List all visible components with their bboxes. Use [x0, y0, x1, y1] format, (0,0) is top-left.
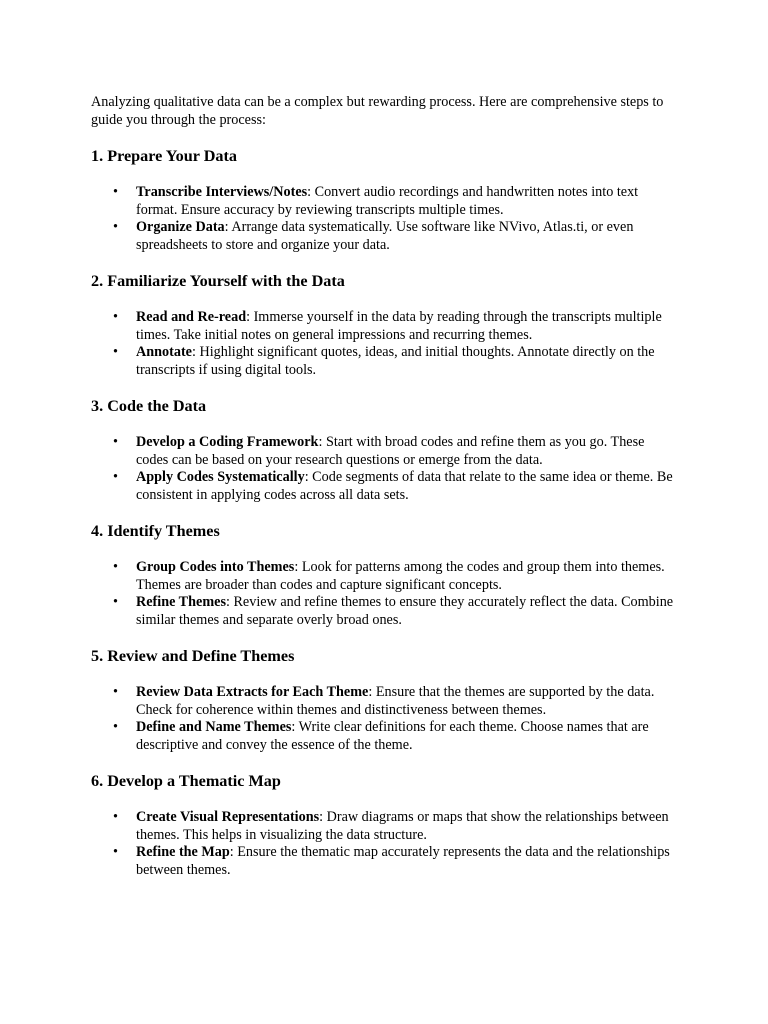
section-heading: 6. Develop a Thematic Map — [91, 772, 281, 790]
section-heading: 5. Review and Define Themes — [91, 647, 295, 665]
bullet-list — [91, 309, 678, 379]
list-item — [91, 469, 678, 504]
section — [91, 772, 678, 879]
bullet-list — [91, 184, 678, 254]
bullet-icon: • — [113, 469, 118, 485]
bullet-term: Refine the Map — [136, 844, 230, 860]
bullet-text: : Review and refine themes to ensure they accurately reflect the data. Combine similar themes and separate overly broad ones. — [136, 594, 674, 628]
bullet-icon: • — [113, 809, 118, 825]
list-item — [91, 719, 678, 754]
bullet-term: Organize Data — [136, 219, 225, 235]
bullet-icon: • — [113, 219, 118, 235]
bullet-text: : Start with broad codes and refine them as you go. These codes can be based on your research questions or emerge from the data. — [136, 434, 645, 468]
list-item — [91, 434, 678, 469]
bullet-term: Develop a Coding Framework — [136, 434, 319, 450]
bullet-icon: • — [113, 344, 118, 360]
bullet-icon: • — [113, 594, 118, 610]
section — [91, 647, 678, 754]
bullet-list — [91, 684, 678, 754]
sections-container — [91, 147, 678, 879]
bullet-term: Annotate — [136, 344, 192, 360]
intro-paragraph: Analyzing qualitative data can be a complex but rewarding process. Here are comprehensive steps to guide you through the process: — [91, 94, 664, 128]
bullet-icon: • — [113, 684, 118, 700]
bullet-text: : Write clear definitions for each theme. Choose names that are descriptive and convey the essence of the theme. — [136, 719, 649, 753]
list-item — [91, 559, 678, 594]
bullet-list — [91, 559, 678, 629]
bullet-text: : Code segments of data that relate to the same idea or theme. Be consistent in applying codes across all data sets. — [136, 469, 673, 503]
bullet-text: : Draw diagrams or maps that show the relationships between themes. This helps in visualizing the data structure. — [136, 809, 669, 843]
section — [91, 147, 678, 254]
section-heading: 1. Prepare Your Data — [91, 147, 237, 165]
list-item — [91, 184, 678, 219]
bullet-icon: • — [113, 309, 118, 325]
section — [91, 397, 678, 504]
bullet-text: : Convert audio recordings and handwritten notes into text format. Ensure accuracy by reviewing transcripts multiple times. — [136, 184, 639, 218]
bullet-term: Create Visual Representations — [136, 809, 320, 825]
bullet-term: Transcribe Interviews/Notes — [136, 184, 308, 200]
bullet-term: Group Codes into Themes — [136, 559, 295, 575]
list-item — [91, 594, 678, 629]
bullet-text: : Ensure that the themes are supported by the data. Check for coherence within themes and distinctiveness between themes. — [136, 684, 655, 718]
bullet-text: : Arrange data systematically. Use software like NVivo, Atlas.ti, or even spreadsheets to store and organize your data. — [136, 219, 634, 253]
bullet-text: : Look for patterns among the codes and group them into themes. Themes are broader than codes and capture significant concepts. — [136, 559, 665, 593]
list-item — [91, 809, 678, 844]
bullet-list — [91, 809, 678, 879]
section — [91, 272, 678, 379]
bullet-term: Apply Codes Systematically — [136, 469, 305, 485]
bullet-term: Define and Name Themes — [136, 719, 292, 735]
bullet-text: : Immerse yourself in the data by reading through the transcripts multiple times. Take initial notes on general impressions and recurring themes. — [136, 309, 662, 343]
section — [91, 522, 678, 629]
bullet-icon: • — [113, 719, 118, 735]
bullet-text: : Ensure the thematic map accurately represents the data and the relationships between themes. — [136, 844, 670, 878]
section-heading: 2. Familiarize Yourself with the Data — [91, 272, 345, 290]
bullet-icon: • — [113, 844, 118, 860]
bullet-term: Refine Themes — [136, 594, 226, 610]
section-heading: 3. Code the Data — [91, 397, 207, 415]
bullet-text: : Highlight significant quotes, ideas, and initial thoughts. Annotate directly on the transcripts if using digital tools. — [136, 344, 655, 378]
bullet-icon: • — [113, 434, 118, 450]
list-item — [91, 309, 678, 344]
list-item — [91, 219, 678, 254]
section-heading: 4. Identify Themes — [91, 522, 220, 540]
bullet-icon: • — [113, 559, 118, 575]
list-item — [91, 684, 678, 719]
bullet-icon: • — [113, 184, 118, 200]
list-item — [91, 844, 678, 879]
bullet-list — [91, 434, 678, 504]
list-item — [91, 344, 678, 379]
bullet-term: Read and Re-read — [136, 309, 247, 325]
bullet-term: Review Data Extracts for Each Theme — [136, 684, 369, 700]
